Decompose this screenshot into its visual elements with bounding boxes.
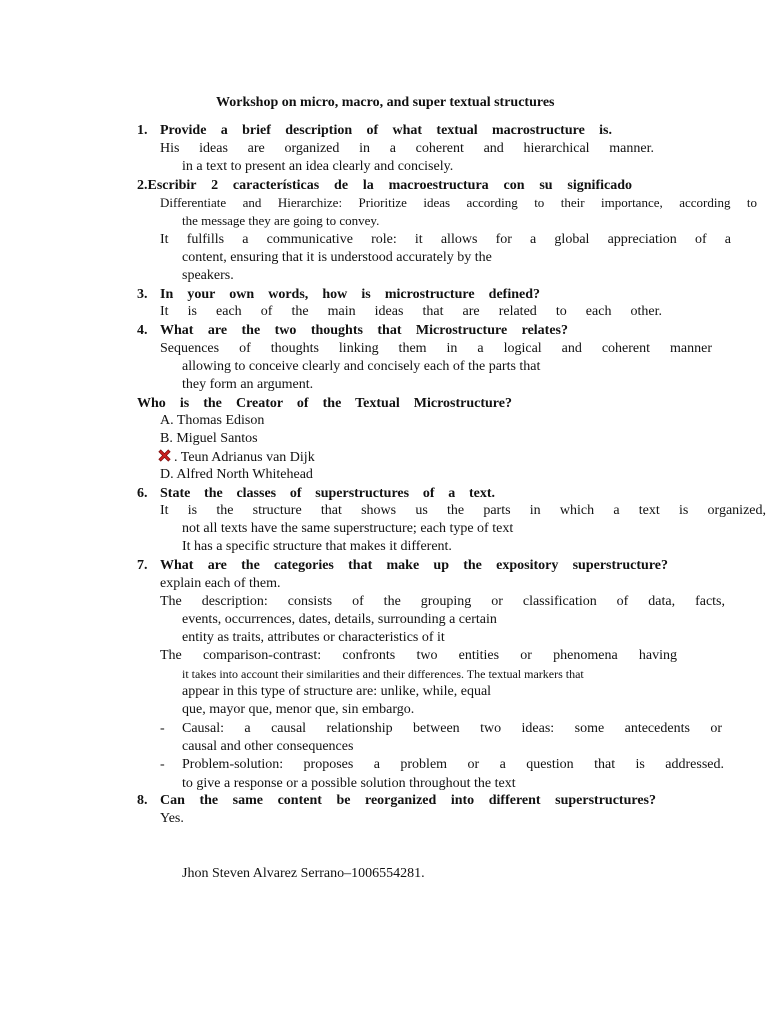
q4-question: What are the two thoughts that Microstructure relates? [160,323,568,338]
q7-problem-bullet: - [160,757,165,772]
q2-answer1-line-1: Differentiate and Hierarchize: Prioritize ideas according to their importance, according to [160,195,757,210]
q5-question: Who is the Creator of the Textual Microstructure? [137,396,512,411]
q7-question: What are the categories that make up the expository superstructure? [160,558,668,573]
q1-number: 1. [137,123,148,138]
q1-question: Provide a brief description of what textual macrostructure is. [160,123,612,138]
q2-answer2-line-3: speakers. [182,268,234,283]
q7-question-sub: explain each of them. [160,576,281,591]
q5-option-c-text: . Teun Adrianus van Dijk [174,450,315,465]
q4-answer-line-2: allowing to conceive clearly and concisely each of the parts that [182,359,541,374]
q8-question: Can the same content be reorganized into different superstructures? [160,793,656,808]
document-title: Workshop on micro, macro, and super textual structures [216,95,555,110]
q6-question: State the classes of superstructures of a text. [160,486,495,501]
q8-answer: Yes. [160,811,184,826]
q7-causal-line-2: causal and other consequences [182,739,354,754]
q6-answer-line-3: It has a specific structure that makes it different. [182,539,452,554]
q1-answer-line-1: His ideas are organized in a coherent and hierarchical manner. [160,141,654,156]
q4-answer-line-1: Sequences of thoughts linking them in a logical and coherent manner [160,341,712,356]
q4-number: 4. [137,323,148,338]
q3-number: 3. [137,287,148,302]
q5-option-b: B. Miguel Santos [160,431,258,446]
q2-question: 2.Escribir 2 características de la macroestructura con su significado [137,178,632,193]
q7-description-line-3: entity as traits, attributes or characteristics of it [182,630,445,645]
red-x-mark-icon [157,448,172,463]
q7-comparison-line-3: appear in this type of structure are: unlike, while, equal [182,684,492,699]
q6-answer-line-2: not all texts have the same superstructure; each type of text [182,521,514,536]
q7-causal-bullet: - [160,721,165,736]
q7-description-line-2: events, occurrences, dates, details, surrounding a certain [182,612,497,627]
q7-problem-line-1: Problem-solution: proposes a problem or a question that is addressed. [182,757,724,772]
author-signature-line: Jhon Steven Alvarez Serrano–1006554281. [182,866,425,881]
q2-answer2-line-2: content, ensuring that it is understood accurately by the [182,250,492,265]
q7-number: 7. [137,558,148,573]
q3-answer: It is each of the main ideas that are related to each other. [160,304,662,319]
q6-answer-line-1: It is the structure that shows us the parts in which a text is organized, [160,503,766,518]
q1-answer-line-2: in a text to present an idea clearly and concisely. [182,159,454,174]
q7-comparison-line-2: it takes into account their similarities and their differences. The textual markers that [182,667,584,681]
q5-option-a: A. Thomas Edison [160,413,265,428]
q7-comparison-line-1: The comparison-contrast: confronts two entities or phenomena having [160,648,677,663]
q8-number: 8. [137,793,148,808]
q7-causal-line-1: Causal: a causal relationship between two ideas: some antecedents or [182,721,722,736]
q6-number: 6. [137,486,148,501]
q7-description-line-1: The description: consists of the grouping or classification of data, facts, [160,594,725,609]
q5-option-c [157,448,315,466]
q4-answer-line-3: they form an argument. [182,377,314,392]
q2-answer2-line-1: It fulfills a communicative role: it allows for a global appreciation of a [160,232,731,247]
q3-question: In your own words, how is microstructure defined? [160,287,540,302]
q7-problem-line-2: to give a response or a possible solution throughout the text [182,776,516,791]
q2-answer1-line-2: the message they are going to convey. [182,213,380,228]
q7-comparison-line-4: que, mayor que, menor que, sin embargo. [182,702,415,717]
q5-option-d: D. Alfred North Whitehead [160,467,313,482]
